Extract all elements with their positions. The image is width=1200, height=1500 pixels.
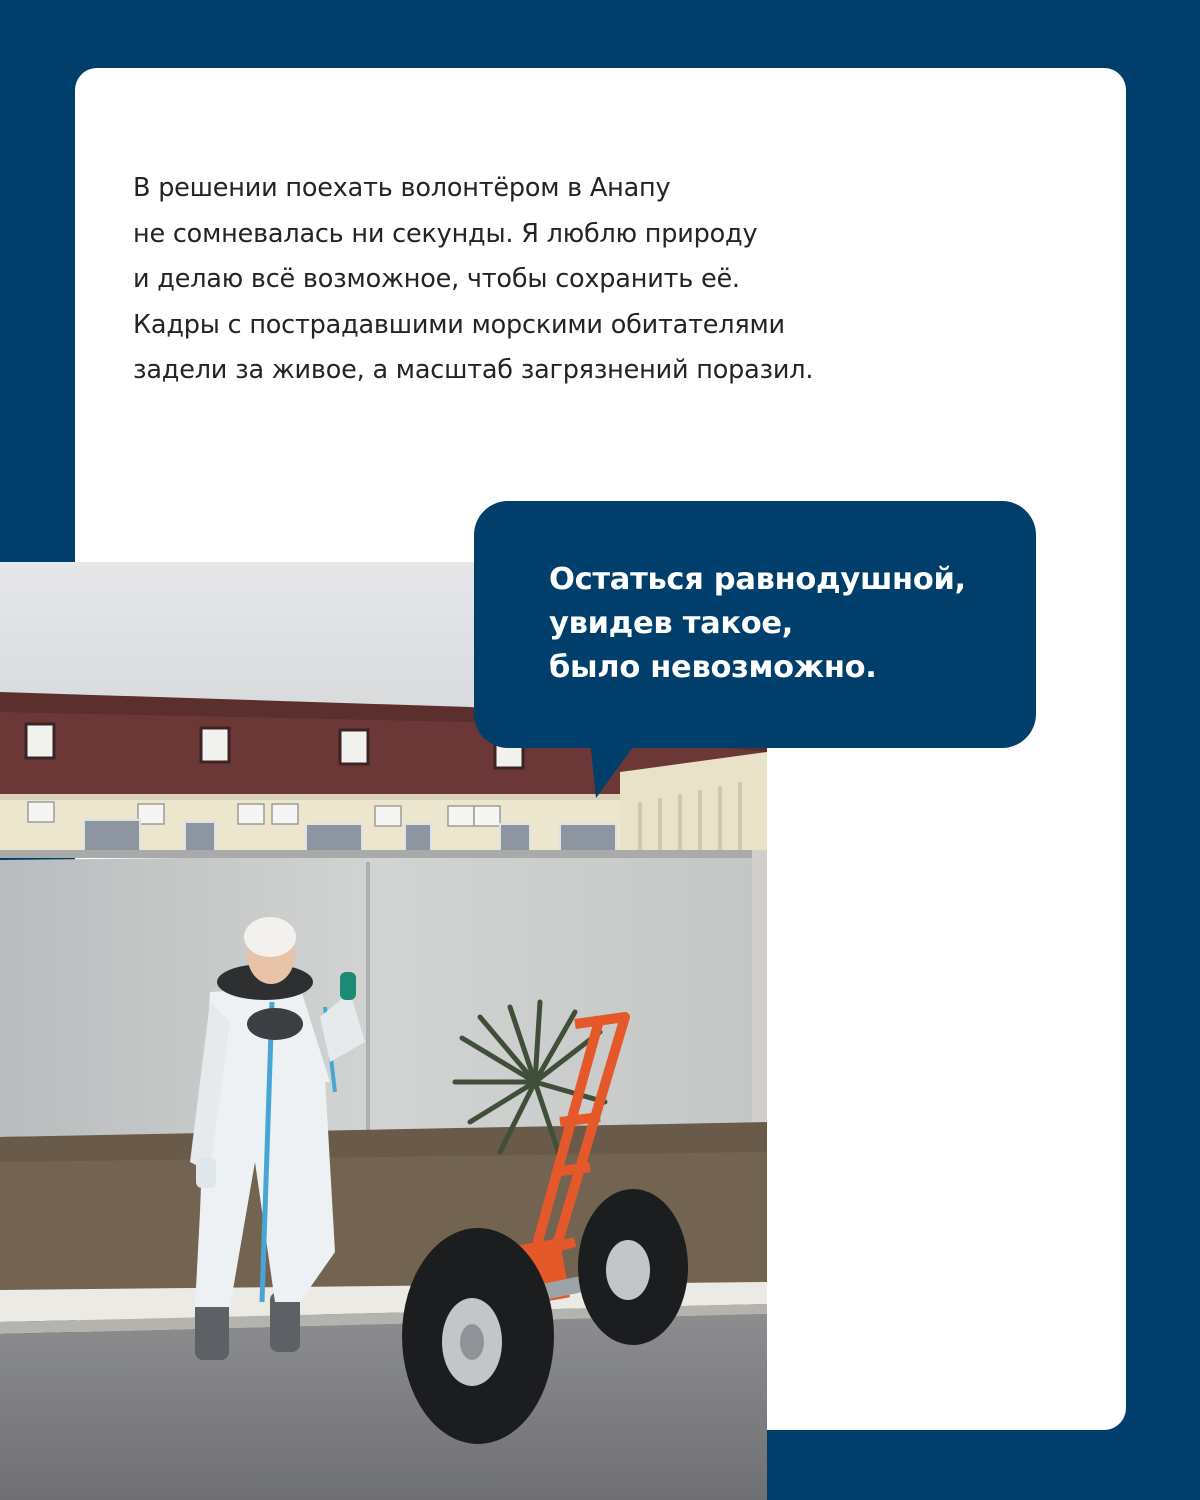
bubble-tail-icon xyxy=(590,740,650,800)
paragraph-line: задели за живое, а масштаб загрязнений поразил. xyxy=(133,355,814,385)
quote-line: было невозможно. xyxy=(549,650,877,685)
paragraph-line: Кадры с пострадавшими морскими обитателями xyxy=(133,309,785,340)
paragraph-line: и делаю всё возможное, чтобы сохранить её. xyxy=(133,264,740,294)
paragraph-line: В решении поехать волонтёром в Анапу xyxy=(133,173,671,203)
paragraph-line: не сомневалась ни секунды. Я люблю природу xyxy=(133,218,758,249)
quote-line: Остаться равнодушной, xyxy=(549,562,966,597)
story-paragraph xyxy=(133,166,953,394)
quote-text xyxy=(549,558,966,690)
quote-line: увидев такое, xyxy=(549,606,794,641)
